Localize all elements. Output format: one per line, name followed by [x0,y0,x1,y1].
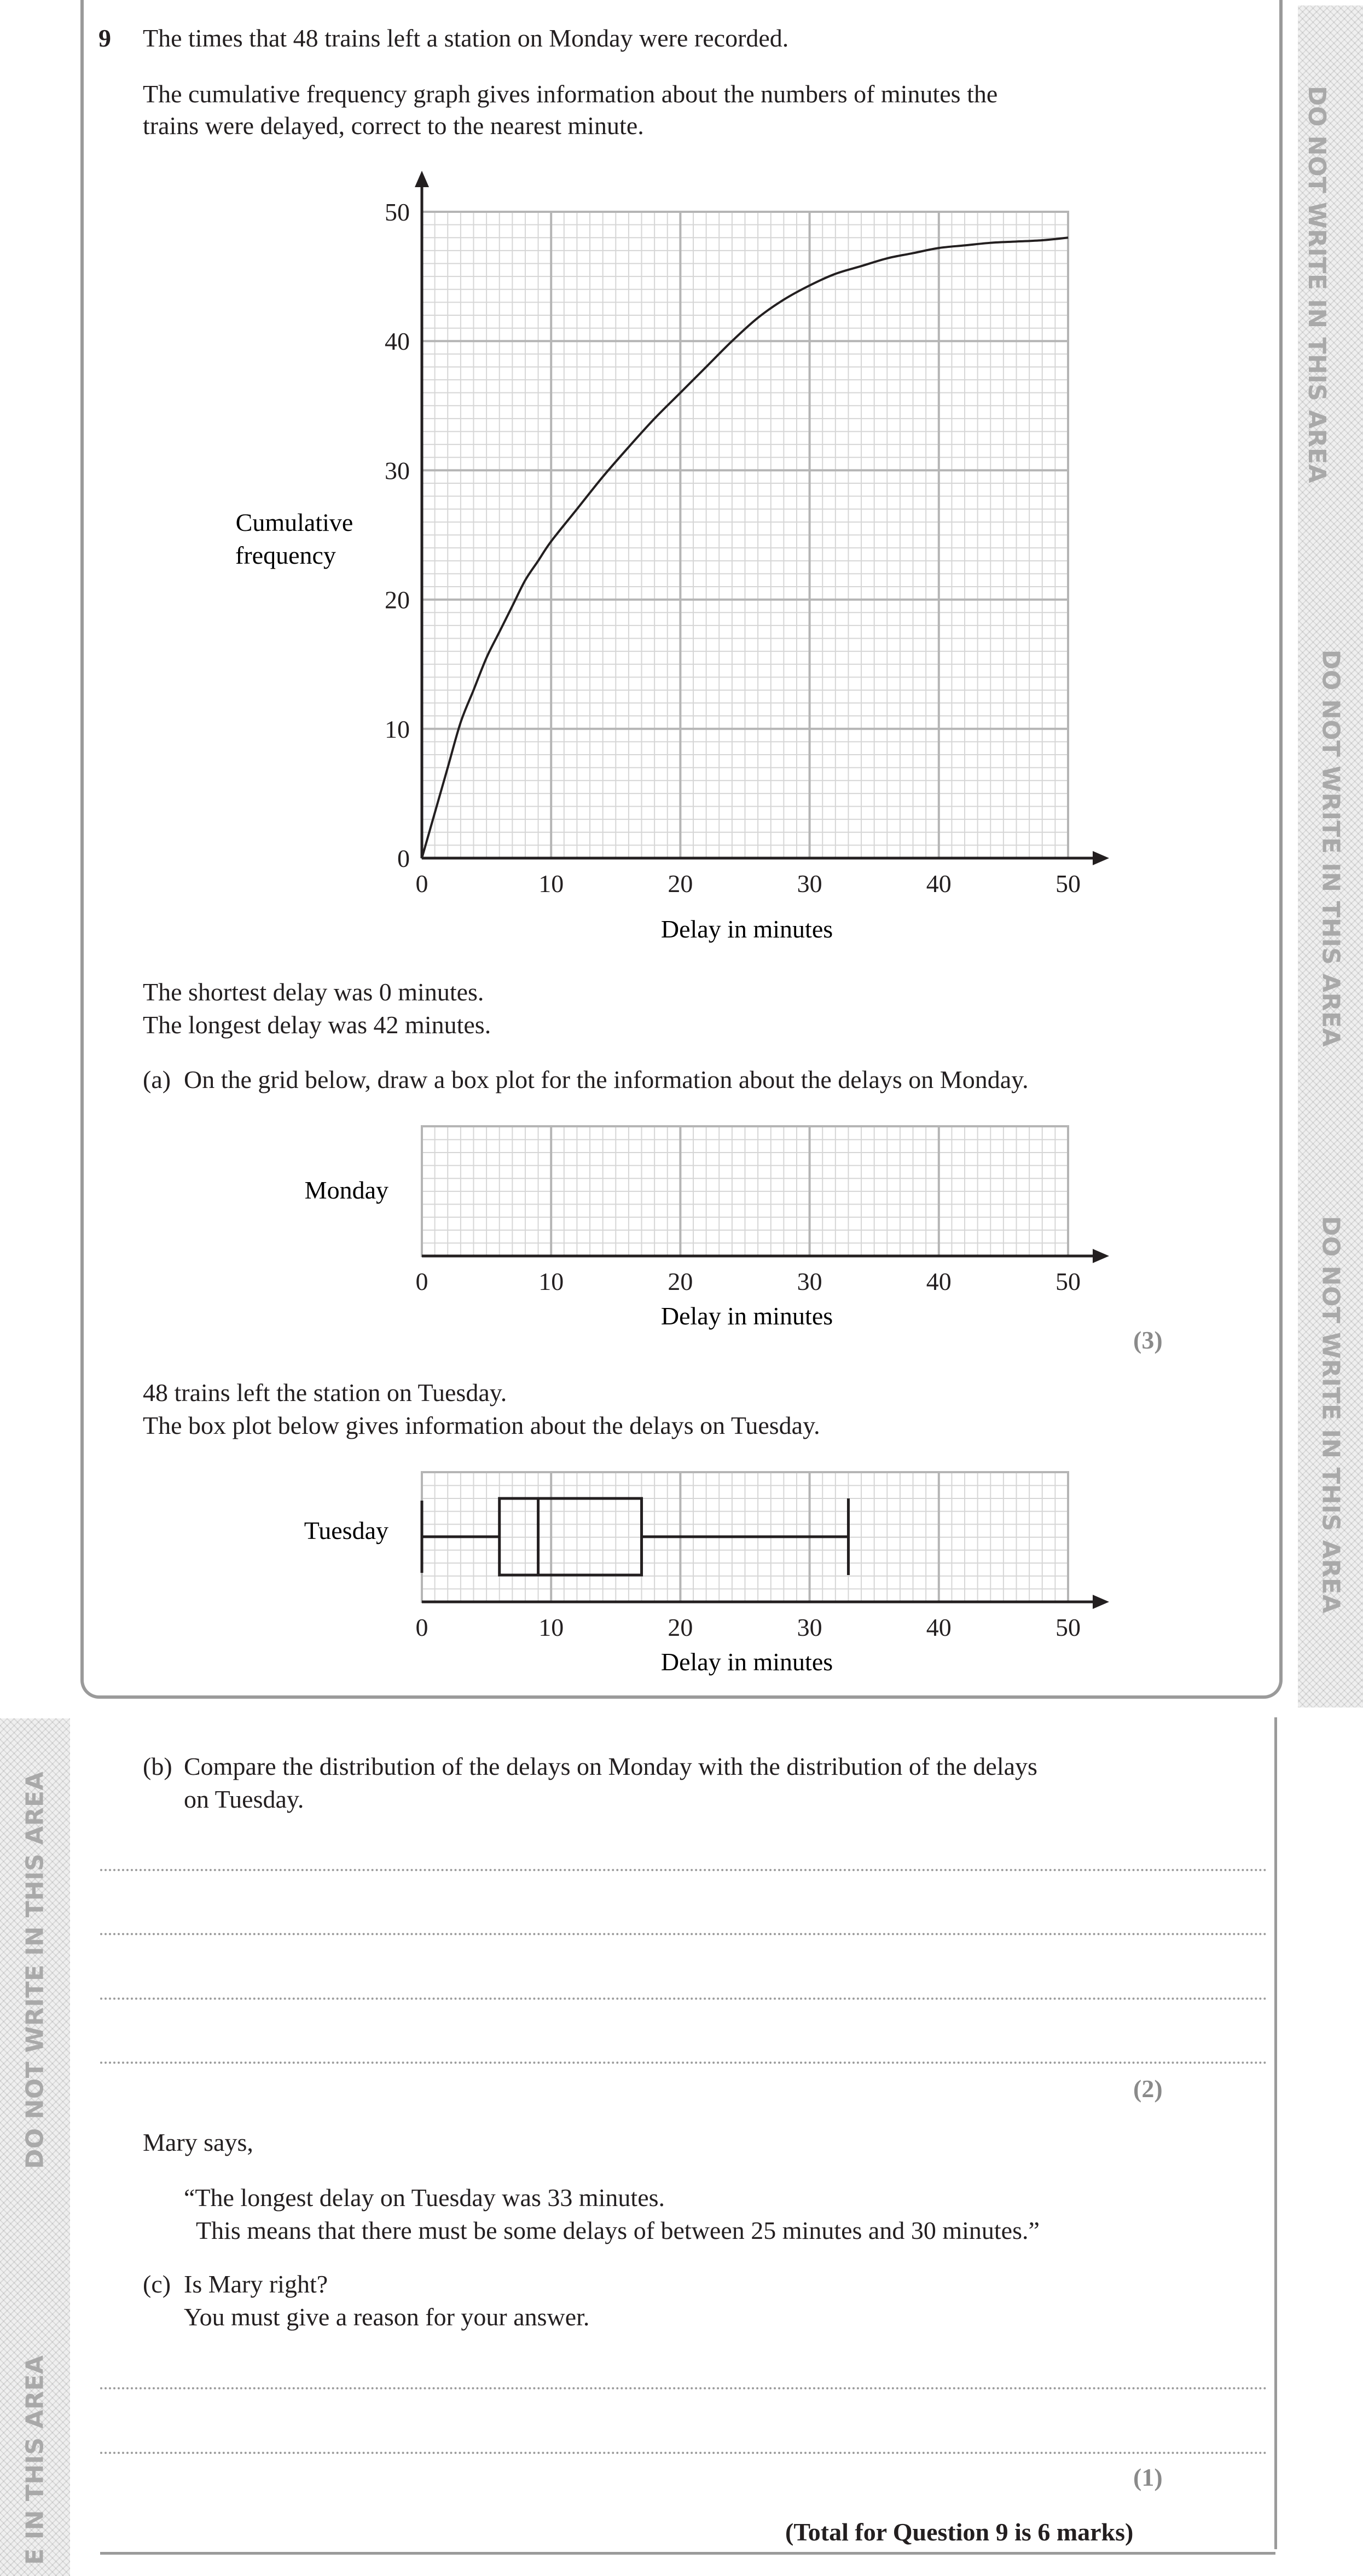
x-tick-label: 40 [926,1613,952,1641]
x-tick-label: 0 [415,1267,428,1295]
bottom-rule [100,2552,1275,2555]
side-label-right-3: DO NOT WRITE IN THIS AREA [1316,1215,1345,1614]
mary-quote-line-1: “The longest delay on Tuesday was 33 minutes. [184,2184,665,2212]
x-tick-label: 0 [415,1613,428,1641]
shortest-delay-text: The shortest delay was 0 minutes. [143,978,484,1006]
y-tick-label: 30 [385,456,410,485]
answer-line-b-2[interactable] [100,1933,1267,1935]
side-label-left-2: E IN THIS AREA [21,2355,49,2565]
part-c-line-1: Is Mary right? [184,2270,328,2298]
x-tick-label: 40 [926,1267,952,1295]
monday-box-plot-grid[interactable] [0,1095,1363,1352]
question-total: (Total for Question 9 is 6 marks) [785,2518,1134,2546]
side-label-right-2: DO NOT WRITE IN THIS AREA [1316,649,1345,1047]
x-tick-label: 50 [1055,870,1081,898]
cumulative-frequency-chart [0,0,1363,985]
answer-line-c-1[interactable] [100,2387,1267,2389]
x-tick-label: 50 [1055,1267,1081,1295]
y-tick-label: 10 [385,715,410,743]
longest-delay-text: The longest delay was 42 minutes. [143,1011,491,1039]
part-a-label: (a) [143,1066,171,1093]
y-tick-label: 50 [385,198,410,226]
y-axis-label-line-1: Cumulative [235,508,353,536]
x-tick-label: 20 [668,1613,693,1641]
side-label-right-1: DO NOT WRITE IN THIS AREA [1303,85,1331,484]
x-axis-arrow [1093,1249,1109,1263]
monday-row-label: Monday [304,1176,388,1204]
graph-intro-line-1: The cumulative frequency graph gives information about the numbers of minutes the [143,80,998,108]
y-tick-label: 0 [397,844,410,872]
tuesday-box-plot [0,1445,1363,1686]
y-axis-label-line-2: frequency [235,541,336,569]
x-tick-label: 0 [415,870,428,898]
tuesday-x-axis-label: Delay in minutes [660,1648,833,1676]
graph-intro-line-2: trains were delayed, correct to the nearest minute. [143,112,644,140]
x-tick-label: 40 [926,870,952,898]
mary-says: Mary says, [143,2128,253,2156]
part-b-line-2: on Tuesday. [184,1785,304,1813]
question-intro: The times that 48 trains left a station on Monday were recorded. [143,24,789,52]
x-tick-label: 10 [538,870,564,898]
x-axis-label: Delay in minutes [660,915,833,943]
part-c-marks: (1) [1133,2463,1163,2491]
x-tick-label: 50 [1055,1613,1081,1641]
tuesday-intro-line-2: The box plot below gives information about the delays on Tuesday. [143,1411,820,1439]
part-b-marks: (2) [1133,2075,1163,2103]
part-c-line-2: You must give a reason for your answer. [184,2303,590,2331]
monday-x-axis-label: Delay in minutes [660,1302,833,1330]
question-number: 9 [98,24,111,52]
x-tick-label: 10 [538,1267,564,1295]
side-label-left-1: DO NOT WRITE IN THIS AREA [21,1771,49,2169]
answer-line-c-2[interactable] [100,2452,1267,2454]
x-axis-arrow [1093,851,1109,865]
y-tick-label: 20 [385,586,410,614]
part-c-label: (c) [143,2270,171,2298]
x-tick-label: 30 [797,1613,822,1641]
part-a-text: On the grid below, draw a box plot for the information about the delays on Monday. [184,1066,1029,1093]
y-tick-label: 40 [385,327,410,356]
x-tick-label: 10 [538,1613,564,1641]
part-b-line-1: Compare the distribution of the delays on Monday with the distribution of the delays [184,1752,1037,1780]
answer-line-b-3[interactable] [100,1998,1267,2000]
x-tick-label: 20 [668,1267,693,1295]
x-tick-label: 30 [797,1267,822,1295]
y-axis-arrow [415,171,429,187]
answer-line-b-4[interactable] [100,2062,1267,2064]
x-axis-arrow [1093,1595,1109,1609]
x-tick-label: 30 [797,870,822,898]
tuesday-row-label: Tuesday [304,1516,388,1544]
x-tick-label: 20 [668,870,693,898]
part-a-marks: (3) [1133,1326,1163,1354]
part-b-label: (b) [143,1752,172,1780]
answer-line-b-1[interactable] [100,1869,1267,1871]
lower-frame-right-rule [1274,1717,1277,2549]
tuesday-intro-line-1: 48 trains left the station on Tuesday. [143,1379,507,1406]
mary-quote-line-2: This means that there must be some delays of between 25 minutes and 30 minutes.” [196,2216,1040,2244]
